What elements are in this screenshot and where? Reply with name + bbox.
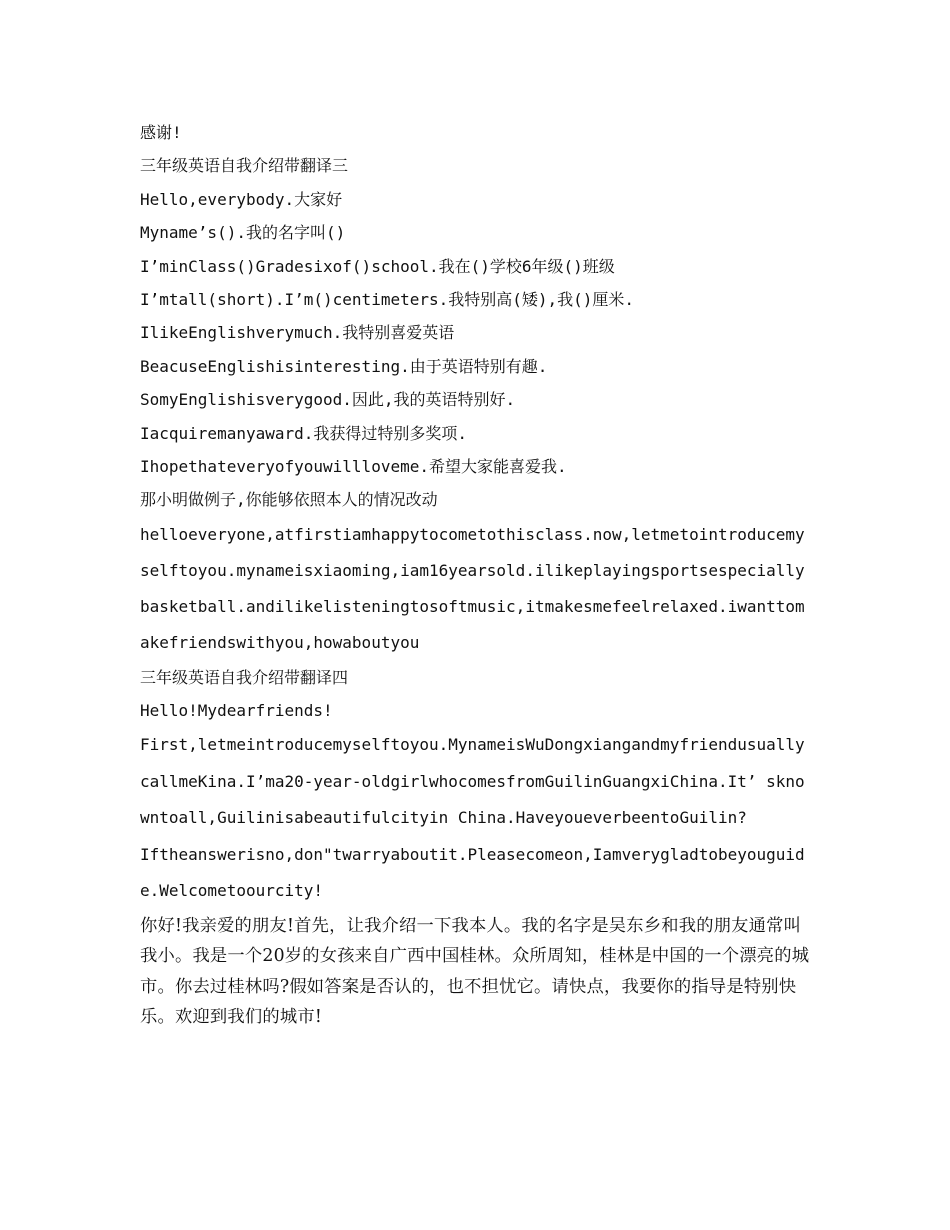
section-four-title: 三年级英语自我介绍带翻译四 [140,667,349,687]
award-line: Iacquiremanyaward.我获得过特别多奖项. [140,423,468,443]
translation-paragraph: 你好!我亲爱的朋友!首先，让我介绍一下我本人。我的名字是吴东乡和我的朋友通常叫我小。我是一个20岁的女孩来自广西中国桂林。众所周知，桂林是中国的一个漂亮的城市。你去过桂林吗?假如答案是否认的，也不担忧它。请快点，我要你的指导是特别快乐。欢迎到我们的城市! [140,915,810,1028]
so-good-line: SomyEnglishisverygood.因此,我的英语特别好. [140,390,516,410]
class-line: I’minClass()Gradesixof()school.我在()学校6年级()班级 [140,256,615,276]
name-line: Myname’s().我的名字叫() [140,223,346,243]
greeting-line: Hello!Mydearfriends! [140,701,333,721]
height-line: I’mtall(short).I’m()centimeters.我特别高(矮),我()厘米. [140,289,635,309]
thanks-line: 感谢! [140,123,182,142]
example-intro-line: 那小明做例子,你能够依照本人的情况改动 [140,490,438,510]
document-page [140,116,812,1033]
hello-line: Hello,everybody.大家好 [140,189,343,209]
intro-paragraph: First,letmeintroducemyselftoyou.MynameisWuDongxiangandmyfriendusuallycallmeKina.I’ma20-year-oldgirlwhocomesfromGuilinGuangxiChina.It’ sknowntoall,Guilinisabeautifulcityin China.HaveyoueverbeentoGuilin? [140,735,805,828]
welcome-paragraph: Iftheanswerisno,don"twarryaboutit.Pleasecomeon,Iamverygladtobeyouguide.Welcometoourcity! [140,844,805,901]
like-english-line: IlikeEnglishverymuch.我特别喜爱英语 [140,323,455,343]
hope-line: Ihopethateveryofyouwillloveme.希望大家能喜爱我. [140,456,567,476]
example-paragraph: helloeveryone,atfirstiamhappytocometothisclass.now,letmetointroducemyselftoyou.mynameisxiaoming,iam16yearsold.ilikeplayingsportsespeciallybasketball.andilikelisteningtosoftmusic,itmakesmefeelrelaxed.iwanttomakefriendswithyou,howaboutyou [140,524,805,652]
section-three-title: 三年级英语自我介绍带翻译三 [140,156,349,176]
because-line: BeacuseEnglishisinteresting.由于英语特别有趣. [140,356,548,376]
